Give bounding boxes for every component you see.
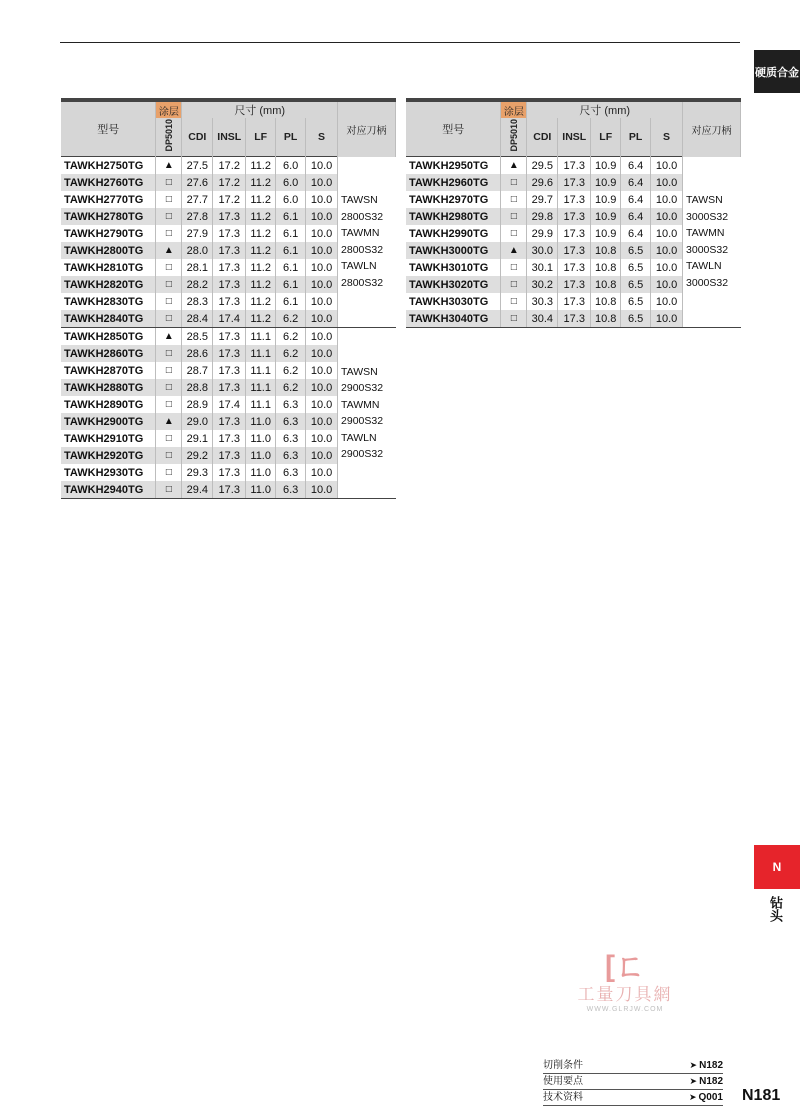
value-cell-cdi: 28.6 <box>182 345 213 362</box>
value-cell-pl: 6.0 <box>276 174 306 191</box>
value-cell-lf: 11.2 <box>246 157 276 175</box>
model-cell: TAWKH2960TG <box>406 174 501 191</box>
category-tab[interactable]: 硬质合金 <box>754 50 800 93</box>
arrow-right-icon: ➤ <box>689 1076 698 1086</box>
value-cell-pl: 6.2 <box>276 362 306 379</box>
column-header-insl: INSL <box>558 118 591 157</box>
value-cell-cdi: 29.5 <box>527 157 558 175</box>
value-cell-s: 10.0 <box>306 396 338 413</box>
coating-cell: □ <box>156 276 182 293</box>
coating-cell: □ <box>156 345 182 362</box>
column-header-holder: 对应刀柄 <box>338 100 396 157</box>
value-cell-pl: 6.1 <box>276 293 306 310</box>
model-cell: TAWKH2930TG <box>61 464 156 481</box>
value-cell-insl: 17.3 <box>213 379 246 396</box>
value-cell-lf: 11.0 <box>246 464 276 481</box>
value-cell-lf: 11.2 <box>246 174 276 191</box>
value-cell-cdi: 28.7 <box>182 362 213 379</box>
value-cell-lf: 10.9 <box>591 191 621 208</box>
value-cell-pl: 6.1 <box>276 225 306 242</box>
model-cell: TAWKH2780TG <box>61 208 156 225</box>
value-cell-s: 10.0 <box>306 379 338 396</box>
value-cell-lf: 11.1 <box>246 396 276 413</box>
table-row[interactable] <box>406 157 741 175</box>
section-label: 钻头 <box>768 896 783 922</box>
coating-cell: ▲ <box>156 157 182 175</box>
value-cell-pl: 6.5 <box>621 276 651 293</box>
model-cell: TAWKH2910TG <box>61 430 156 447</box>
model-cell: TAWKH3000TG <box>406 242 501 259</box>
value-cell-lf: 11.0 <box>246 481 276 499</box>
holder-line: TAWSN <box>341 194 378 207</box>
model-cell: TAWKH2920TG <box>61 447 156 464</box>
value-cell-cdi: 28.4 <box>182 310 213 328</box>
value-cell-lf: 10.9 <box>591 174 621 191</box>
coating-cell: □ <box>156 174 182 191</box>
value-cell-cdi: 28.1 <box>182 259 213 276</box>
arrow-right-icon: ➤ <box>689 1060 698 1070</box>
holder-cell <box>683 157 741 328</box>
value-cell-pl: 6.5 <box>621 293 651 310</box>
value-cell-insl: 17.3 <box>213 276 246 293</box>
value-cell-pl: 6.3 <box>276 396 306 413</box>
value-cell-insl: 17.4 <box>213 310 246 328</box>
value-cell-cdi: 29.3 <box>182 464 213 481</box>
column-header-lf: LF <box>591 118 621 157</box>
value-cell-s: 10.0 <box>651 259 683 276</box>
watermark-name: 工量刀具網 <box>577 985 673 1004</box>
value-cell-cdi: 29.0 <box>182 413 213 430</box>
value-cell-s: 10.0 <box>306 259 338 276</box>
model-cell: TAWKH2890TG <box>61 396 156 413</box>
coating-cell: □ <box>501 293 527 310</box>
holder-cell <box>338 157 396 328</box>
value-cell-s: 10.0 <box>306 464 338 481</box>
coating-cell: □ <box>156 379 182 396</box>
value-cell-lf: 10.8 <box>591 293 621 310</box>
value-cell-s: 10.0 <box>306 328 338 346</box>
value-cell-s: 10.0 <box>306 225 338 242</box>
column-header-model: 型号 <box>61 100 156 157</box>
reference-label: 切削条件 <box>543 1060 583 1071</box>
value-cell-lf: 11.1 <box>246 328 276 346</box>
value-cell-pl: 6.2 <box>276 345 306 362</box>
value-cell-cdi: 27.7 <box>182 191 213 208</box>
model-cell: TAWKH2850TG <box>61 328 156 346</box>
holder-line: TAWLN <box>341 260 377 273</box>
value-cell-cdi: 27.8 <box>182 208 213 225</box>
coating-cell: □ <box>156 362 182 379</box>
value-cell-pl: 6.3 <box>276 481 306 499</box>
column-header-s: S <box>651 118 683 157</box>
reference-row[interactable] <box>543 1090 723 1106</box>
value-cell-lf: 11.2 <box>246 293 276 310</box>
value-cell-pl: 6.5 <box>621 242 651 259</box>
value-cell-s: 10.0 <box>651 174 683 191</box>
value-cell-cdi: 28.2 <box>182 276 213 293</box>
column-header-pl: PL <box>276 118 306 157</box>
value-cell-lf: 10.9 <box>591 157 621 175</box>
value-cell-pl: 6.3 <box>276 447 306 464</box>
holder-line: 2900S32 <box>341 415 384 427</box>
column-header-cdi: CDI <box>182 118 213 157</box>
value-cell-insl: 17.3 <box>558 259 591 276</box>
value-cell-insl: 17.3 <box>558 276 591 293</box>
value-cell-lf: 11.2 <box>246 242 276 259</box>
value-cell-insl: 17.2 <box>213 157 246 175</box>
column-header-cdi: CDI <box>527 118 558 157</box>
coating-cell: □ <box>156 208 182 225</box>
watermark-logo <box>560 950 690 1020</box>
value-cell-lf: 10.8 <box>591 242 621 259</box>
model-cell: TAWKH2800TG <box>61 242 156 259</box>
holder-line: 2800S32 <box>341 210 384 223</box>
value-cell-lf: 10.9 <box>591 225 621 242</box>
value-cell-lf: 11.0 <box>246 430 276 447</box>
value-cell-pl: 6.3 <box>276 464 306 481</box>
value-cell-insl: 17.3 <box>558 157 591 175</box>
value-cell-pl: 6.1 <box>276 242 306 259</box>
value-cell-lf: 11.1 <box>246 362 276 379</box>
value-cell-insl: 17.3 <box>213 481 246 499</box>
value-cell-cdi: 30.0 <box>527 242 558 259</box>
value-cell-insl: 17.3 <box>213 208 246 225</box>
value-cell-pl: 6.0 <box>276 157 306 175</box>
holder-line: TAWMN <box>341 227 380 240</box>
value-cell-cdi: 30.1 <box>527 259 558 276</box>
model-cell: TAWKH2830TG <box>61 293 156 310</box>
watermark-url: WWW.GLRJW.COM <box>586 1006 664 1013</box>
watermark-mark: [ㄈ <box>605 950 645 983</box>
value-cell-s: 10.0 <box>306 362 338 379</box>
coating-cell: □ <box>156 259 182 276</box>
value-cell-insl: 17.3 <box>558 191 591 208</box>
table-row[interactable] <box>61 328 396 346</box>
value-cell-pl: 6.2 <box>276 328 306 346</box>
coating-cell: ▲ <box>156 242 182 259</box>
value-cell-s: 10.0 <box>306 310 338 328</box>
value-cell-lf: 11.2 <box>246 225 276 242</box>
value-cell-insl: 17.3 <box>558 293 591 310</box>
holder-line: 3000S32 <box>686 276 729 289</box>
holder-line: 2900S32 <box>341 382 384 394</box>
value-cell-s: 10.0 <box>651 225 683 242</box>
coating-cell: □ <box>501 310 527 328</box>
value-cell-cdi: 28.9 <box>182 396 213 413</box>
value-cell-pl: 6.1 <box>276 276 306 293</box>
value-cell-s: 10.0 <box>306 208 338 225</box>
value-cell-insl: 17.3 <box>213 413 246 430</box>
value-cell-insl: 17.3 <box>213 345 246 362</box>
value-cell-cdi: 29.9 <box>527 225 558 242</box>
arrow-right-icon: ➤ <box>688 1092 697 1102</box>
value-cell-lf: 11.2 <box>246 276 276 293</box>
reference-target[interactable]: N182 <box>699 1060 723 1071</box>
model-cell: TAWKH2980TG <box>406 208 501 225</box>
holder-line: 3000S32 <box>686 243 729 256</box>
column-header-dimensions: 尺寸 (mm) <box>182 100 338 118</box>
value-cell-s: 10.0 <box>306 345 338 362</box>
spec-table-right <box>406 98 741 328</box>
value-cell-pl: 6.1 <box>276 208 306 225</box>
value-cell-insl: 17.3 <box>558 225 591 242</box>
model-cell: TAWKH2840TG <box>61 310 156 328</box>
model-cell: TAWKH2760TG <box>61 174 156 191</box>
holder-line: TAWSN <box>341 365 378 378</box>
coating-cell: □ <box>501 174 527 191</box>
holder-line: 2900S32 <box>341 448 384 460</box>
value-cell-insl: 17.3 <box>213 430 246 447</box>
column-header-dimensions: 尺寸 (mm) <box>527 100 683 118</box>
value-cell-pl: 6.4 <box>621 157 651 175</box>
value-cell-insl: 17.3 <box>213 328 246 346</box>
value-cell-s: 10.0 <box>651 310 683 328</box>
holder-line: 2800S32 <box>341 276 384 289</box>
value-cell-insl: 17.3 <box>213 225 246 242</box>
reference-row[interactable] <box>543 1058 723 1074</box>
value-cell-insl: 17.4 <box>213 396 246 413</box>
value-cell-insl: 17.3 <box>213 447 246 464</box>
model-cell: TAWKH2950TG <box>406 157 501 175</box>
value-cell-lf: 11.2 <box>246 208 276 225</box>
reference-label: 使用要点 <box>543 1076 583 1087</box>
coating-cell: □ <box>156 310 182 328</box>
holder-line: TAWLN <box>341 431 377 444</box>
holder-line: 2800S32 <box>341 243 384 256</box>
holder-line: TAWSN <box>686 194 723 207</box>
value-cell-pl: 6.0 <box>276 191 306 208</box>
holder-line: TAWMN <box>341 398 380 411</box>
value-cell-pl: 6.3 <box>276 430 306 447</box>
reference-label: 技术资料 <box>543 1092 583 1103</box>
coating-cell: □ <box>156 464 182 481</box>
value-cell-insl: 17.3 <box>213 362 246 379</box>
value-cell-s: 10.0 <box>306 413 338 430</box>
grade-label: DP5010 <box>508 119 519 152</box>
holder-cell <box>338 328 396 499</box>
model-cell: TAWKH2860TG <box>61 345 156 362</box>
value-cell-insl: 17.3 <box>213 259 246 276</box>
reference-row[interactable] <box>543 1074 723 1090</box>
value-cell-s: 10.0 <box>651 276 683 293</box>
value-cell-lf: 11.2 <box>246 310 276 328</box>
model-cell: TAWKH3040TG <box>406 310 501 328</box>
value-cell-lf: 11.0 <box>246 447 276 464</box>
column-header-grade <box>501 118 527 157</box>
coating-cell: ▲ <box>156 413 182 430</box>
coating-cell: □ <box>156 481 182 499</box>
value-cell-lf: 11.1 <box>246 379 276 396</box>
value-cell-insl: 17.3 <box>558 242 591 259</box>
value-cell-insl: 17.3 <box>213 464 246 481</box>
value-cell-cdi: 28.8 <box>182 379 213 396</box>
model-cell: TAWKH2990TG <box>406 225 501 242</box>
grade-label: DP5010 <box>163 119 174 152</box>
model-cell: TAWKH2820TG <box>61 276 156 293</box>
coating-cell: □ <box>501 276 527 293</box>
value-cell-cdi: 29.6 <box>527 174 558 191</box>
value-cell-s: 10.0 <box>306 242 338 259</box>
value-cell-cdi: 30.2 <box>527 276 558 293</box>
coating-cell: □ <box>156 225 182 242</box>
column-header-pl: PL <box>621 118 651 157</box>
value-cell-s: 10.0 <box>306 293 338 310</box>
value-cell-pl: 6.2 <box>276 379 306 396</box>
value-cell-lf: 10.8 <box>591 310 621 328</box>
value-cell-lf: 11.2 <box>246 259 276 276</box>
holder-line: 3000S32 <box>686 210 729 223</box>
model-cell: TAWKH2900TG <box>61 413 156 430</box>
reference-target[interactable]: N182 <box>699 1076 723 1087</box>
value-cell-lf: 11.2 <box>246 191 276 208</box>
value-cell-pl: 6.5 <box>621 310 651 328</box>
model-cell: TAWKH2770TG <box>61 191 156 208</box>
value-cell-s: 10.0 <box>651 208 683 225</box>
value-cell-pl: 6.4 <box>621 208 651 225</box>
value-cell-s: 10.0 <box>651 242 683 259</box>
coating-cell: □ <box>501 225 527 242</box>
value-cell-pl: 6.1 <box>276 259 306 276</box>
value-cell-cdi: 29.8 <box>527 208 558 225</box>
value-cell-cdi: 29.7 <box>527 191 558 208</box>
value-cell-insl: 17.3 <box>558 208 591 225</box>
value-cell-cdi: 29.4 <box>182 481 213 499</box>
value-cell-s: 10.0 <box>306 191 338 208</box>
value-cell-cdi: 27.6 <box>182 174 213 191</box>
value-cell-pl: 6.3 <box>276 413 306 430</box>
coating-cell: □ <box>156 396 182 413</box>
value-cell-s: 10.0 <box>651 157 683 175</box>
value-cell-s: 10.0 <box>306 276 338 293</box>
coating-cell: □ <box>501 208 527 225</box>
holder-line: TAWMN <box>686 227 725 240</box>
model-cell: TAWKH3010TG <box>406 259 501 276</box>
value-cell-insl: 17.2 <box>213 174 246 191</box>
value-cell-lf: 11.0 <box>246 413 276 430</box>
value-cell-pl: 6.5 <box>621 259 651 276</box>
section-tab-n[interactable]: N <box>754 845 800 889</box>
value-cell-pl: 6.4 <box>621 191 651 208</box>
value-cell-s: 10.0 <box>651 293 683 310</box>
value-cell-s: 10.0 <box>306 157 338 175</box>
coating-cell: ▲ <box>501 242 527 259</box>
value-cell-cdi: 30.4 <box>527 310 558 328</box>
value-cell-cdi: 27.9 <box>182 225 213 242</box>
model-cell: TAWKH2810TG <box>61 259 156 276</box>
reference-list <box>543 1058 723 1106</box>
column-header-insl: INSL <box>213 118 246 157</box>
value-cell-cdi: 28.5 <box>182 328 213 346</box>
value-cell-cdi: 28.3 <box>182 293 213 310</box>
model-cell: TAWKH2940TG <box>61 481 156 499</box>
coating-cell: ▲ <box>156 328 182 346</box>
table-row[interactable] <box>61 157 396 175</box>
coating-cell: □ <box>156 430 182 447</box>
top-rule <box>60 42 740 43</box>
model-cell: TAWKH2790TG <box>61 225 156 242</box>
model-cell: TAWKH2880TG <box>61 379 156 396</box>
value-cell-s: 10.0 <box>306 481 338 499</box>
coating-cell: □ <box>501 191 527 208</box>
column-header-s: S <box>306 118 338 157</box>
page-number: N181 <box>742 1087 781 1104</box>
value-cell-insl: 17.2 <box>213 191 246 208</box>
model-cell: TAWKH3030TG <box>406 293 501 310</box>
reference-target[interactable]: Q001 <box>698 1092 723 1103</box>
coating-cell: □ <box>501 259 527 276</box>
value-cell-pl: 6.4 <box>621 225 651 242</box>
value-cell-lf: 11.1 <box>246 345 276 362</box>
value-cell-s: 10.0 <box>306 430 338 447</box>
value-cell-s: 10.0 <box>306 174 338 191</box>
value-cell-insl: 17.3 <box>213 242 246 259</box>
value-cell-lf: 10.9 <box>591 208 621 225</box>
column-header-coating: 涂层 <box>156 100 182 118</box>
coating-cell: □ <box>156 191 182 208</box>
model-cell: TAWKH2870TG <box>61 362 156 379</box>
column-header-model: 型号 <box>406 100 501 157</box>
value-cell-cdi: 30.3 <box>527 293 558 310</box>
coating-cell: □ <box>156 293 182 310</box>
column-header-grade <box>156 118 182 157</box>
value-cell-insl: 17.3 <box>213 293 246 310</box>
column-header-holder: 对应刀柄 <box>683 100 741 157</box>
coating-cell: ▲ <box>501 157 527 175</box>
value-cell-cdi: 29.2 <box>182 447 213 464</box>
value-cell-lf: 10.8 <box>591 259 621 276</box>
value-cell-s: 10.0 <box>651 191 683 208</box>
value-cell-cdi: 27.5 <box>182 157 213 175</box>
value-cell-insl: 17.3 <box>558 310 591 328</box>
value-cell-pl: 6.4 <box>621 174 651 191</box>
column-header-lf: LF <box>246 118 276 157</box>
value-cell-lf: 10.8 <box>591 276 621 293</box>
model-cell: TAWKH2970TG <box>406 191 501 208</box>
value-cell-insl: 17.3 <box>558 174 591 191</box>
holder-line: TAWLN <box>686 260 722 273</box>
model-cell: TAWKH3020TG <box>406 276 501 293</box>
spec-table-left <box>61 98 396 499</box>
model-cell: TAWKH2750TG <box>61 157 156 175</box>
value-cell-pl: 6.2 <box>276 310 306 328</box>
column-header-coating: 涂层 <box>501 100 527 118</box>
value-cell-cdi: 29.1 <box>182 430 213 447</box>
value-cell-cdi: 28.0 <box>182 242 213 259</box>
coating-cell: □ <box>156 447 182 464</box>
value-cell-s: 10.0 <box>306 447 338 464</box>
